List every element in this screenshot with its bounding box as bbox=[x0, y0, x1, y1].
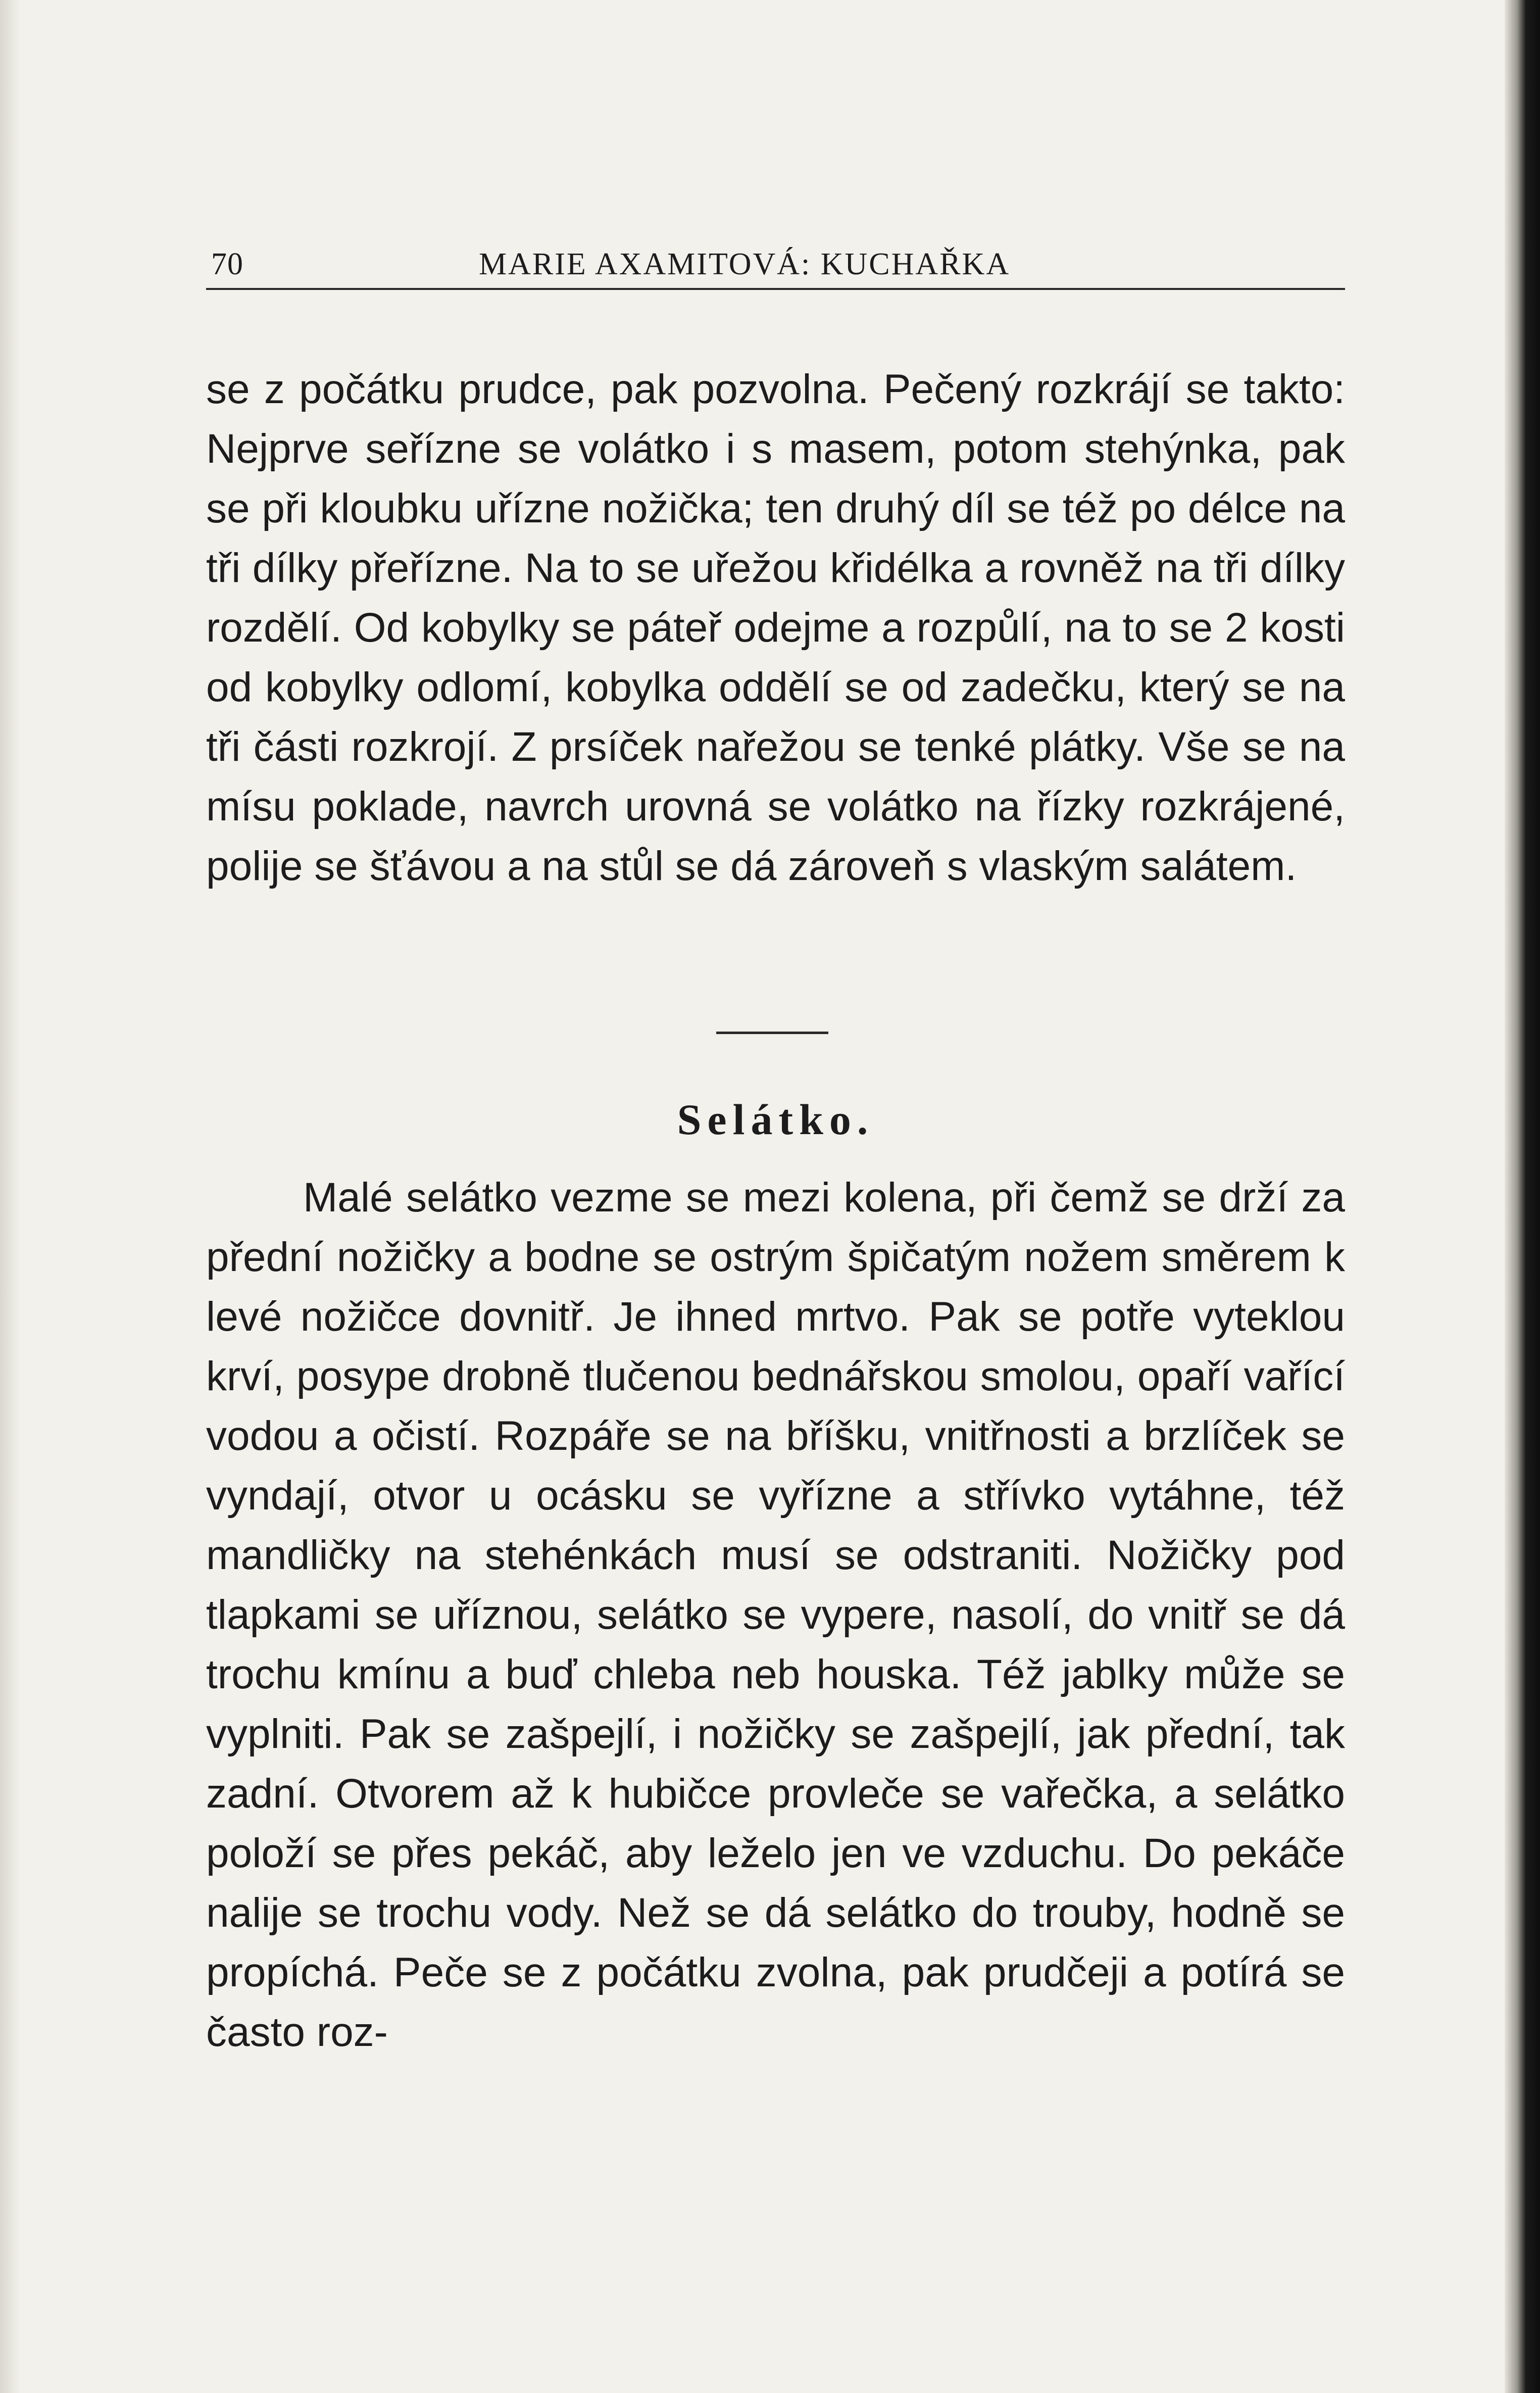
section-heading: Selátko. bbox=[677, 1095, 874, 1144]
section-paragraph-text: Malé selátko vezme se mezi kolena, při čemž se drží za přední nožičky a bodne se ostrým špičatým nožem směrem k levé nožičce dovnitř. Je ihned mrtvo. Pak se potře vyteklou krví, posype drobně tlučenou bednářskou smolou, opaří vařící vodou a očistí. Rozpáře se na bříšku, vnitřnosti a brzlíček se vyndají, otvor u ocásku se vyřízne a střívko vytáhne, též mandličky na stehénkách musí se odstraniti. Nožičky pod tlapkami se uříznou, selátko se vypere, nasolí, do vnitř se dá trochu kmínu a buď chleba neb houska. Též jablky může se vyplniti. Pak se zašpejlí, i nožičky se zašpejlí, jak přední, tak zadní. Otvorem až k hubičce provleče se vařečka, a selátko položí se přes pekáč, aby leželo jen ve vzduchu. Do pekáče nalije se trochu vody. Než se dá selátko do trouby, hodně se propíchá. Peče se z počátku zvolna, pak prudčeji a potírá se často roz- bbox=[206, 1175, 1345, 2055]
paragraph-text: se z počátku prudce, pak pozvolna. Pečený rozkrájí se takto: Nejprve seřízne se volátko i s masem, potom stehýnka, pak se při kloubku uřízne nožička; ten druhý díl se též po délce na tři dílky přeřízne. Na to se uřežou křidélka a rovněž na tři dílky rozdělí. Od kobylky se páteř odejme a rozpůlí, na to se 2 kosti od kobylky odlomí, kobylka oddělí se od zadečku, který se na tři části rozkrojí. Z prsíček nařežou se tenké plátky. Vše se na mísu poklade, navrch urovná se volátko na řízky rozkrájené, polije se šťávou a na stůl se dá zároveň s vlaským salátem. bbox=[206, 366, 1345, 889]
page-number: 70 bbox=[211, 247, 243, 281]
section-body bbox=[206, 1168, 1345, 2062]
running-title: MARIE AXAMITOVÁ: KUCHAŘKA bbox=[479, 247, 1011, 281]
section-divider-rule bbox=[716, 1032, 828, 1034]
body-paragraph-continued bbox=[206, 360, 1345, 896]
page-left-shade bbox=[0, 0, 20, 2393]
page-header bbox=[206, 237, 1345, 290]
page-binding-edge bbox=[1505, 0, 1540, 2393]
